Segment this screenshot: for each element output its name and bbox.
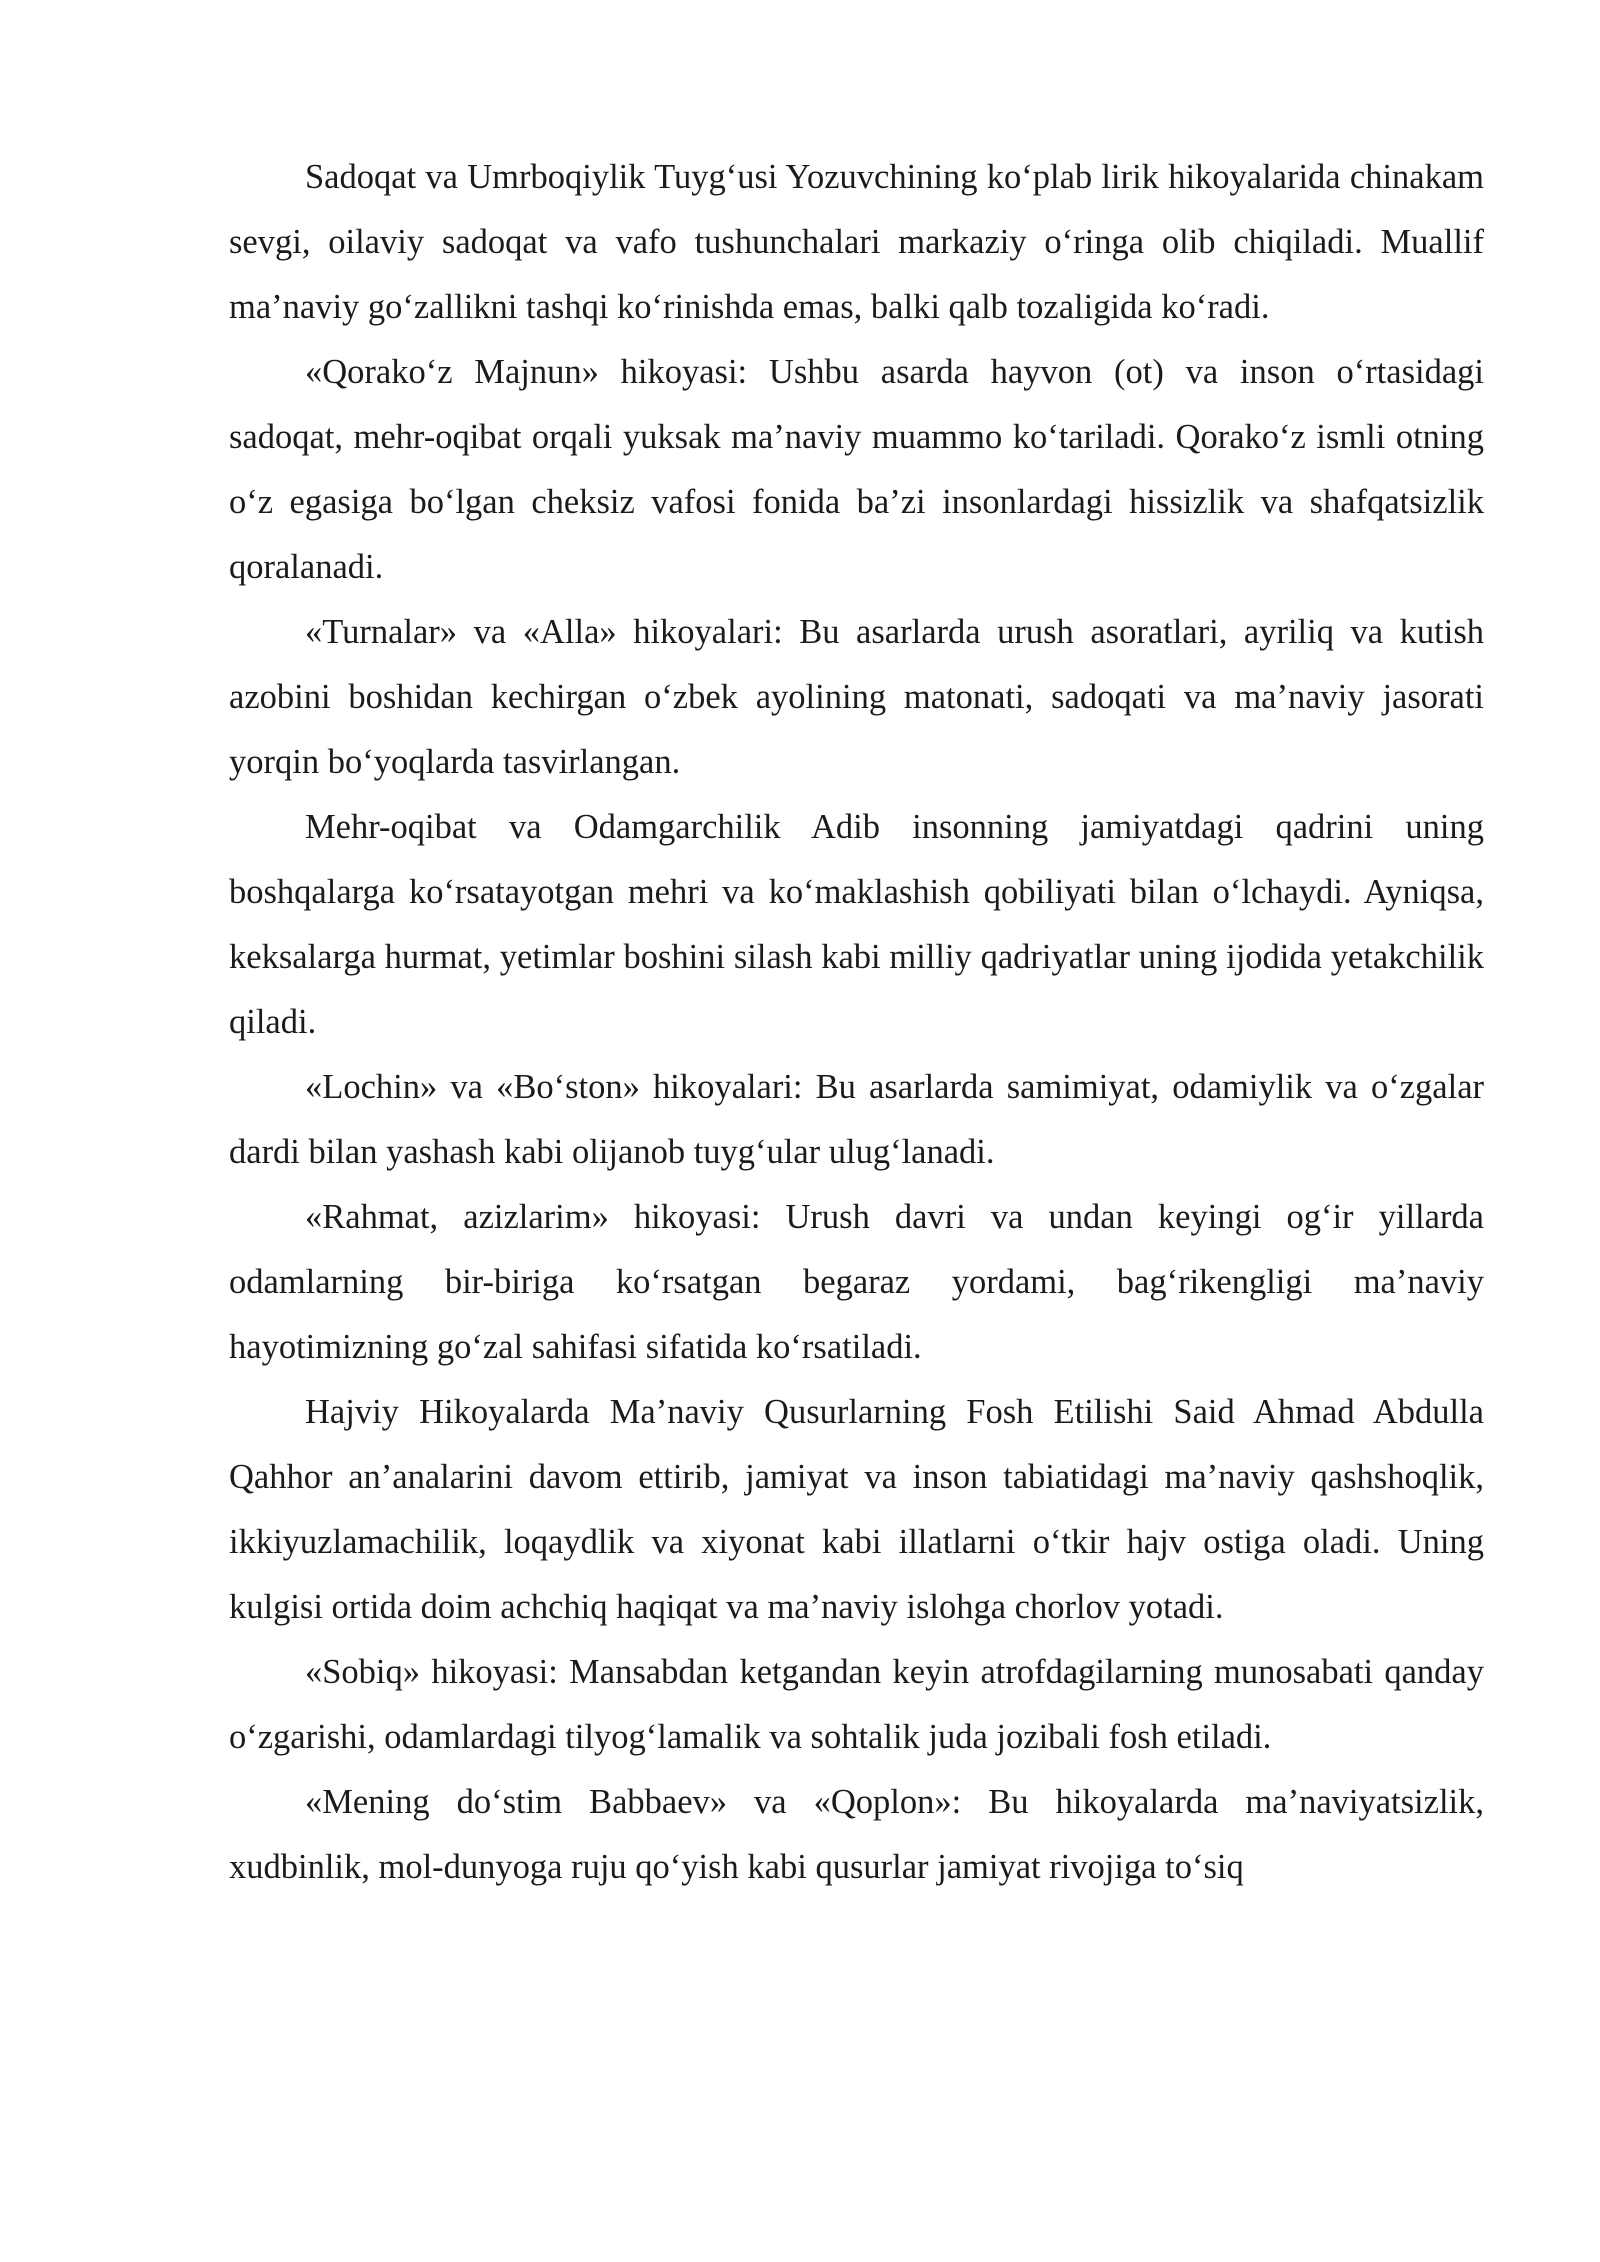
paragraph-sadoqat: Sadoqat va Umrboqiylik Tuyg‘usi Yozuvchining ko‘plab lirik hikoyalarida chinakam sevgi, oilaviy sadoqat va vafo tushunchalari markaziy o‘ringa olib chiqiladi. Muallif ma’naviy go‘zallikni tashqi ko‘rinishda emas, balki qalb tozaligida ko‘radi. — [229, 158, 1484, 326]
paragraph-rahmat-azizlarim: «Rahmat, azizlarim» hikoyasi: Urush davri va undan keyingi og‘ir yillarda odamlarning bir-biriga ko‘rsatgan begaraz yordami, bag‘rikengligi ma’naviy hayotimizning go‘zal sahifasi sifatida ko‘rsatiladi. — [229, 1198, 1484, 1366]
paragraph-mening-dostim: «Mening do‘stim Babbaev» va «Qoplon»: Bu hikoyalarda ma’naviyatsizlik, xudbinlik, mol-dunyoga ruju qo‘yish kabi qusurlar jamiyat rivojiga to‘siq — [229, 1783, 1484, 1886]
document-body — [229, 145, 1484, 1900]
paragraph-qorakoz-majnun: «Qorako‘z Majnun» hikoyasi: Ushbu asarda hayvon (ot) va inson o‘rtasidagi sadoqat, mehr-oqibat orqali yuksak ma’naviy muammo ko‘tariladi. Qorako‘z ismli otning o‘z egasiga bo‘lgan cheksiz vafosi fonida ba’zi insonlardagi hissizlik va shafqatsizlik qoralanadi. — [229, 353, 1484, 586]
paragraph-lochin-boston: «Lochin» va «Bo‘ston» hikoyalari: Bu asarlarda samimiyat, odamiylik va o‘zgalar dardi bilan yashash kabi olijanob tuyg‘ular ulug‘lanadi. — [229, 1068, 1484, 1171]
paragraph-turnalar-alla: «Turnalar» va «Alla» hikoyalari: Bu asarlarda urush asoratlari, ayriliq va kutish azobini boshidan kechirgan o‘zbek ayolining matonati, sadoqati va ma’naviy jasorati yorqin bo‘yoqlarda tasvirlangan. — [229, 613, 1484, 781]
paragraph-hajviy-hikoyalar: Hajviy Hikoyalarda Ma’naviy Qusurlarning Fosh Etilishi Said Ahmad Abdulla Qahhor an’analarini davom ettirib, jamiyat va inson tabiatidagi ma’naviy qashshoqlik, ikkiyuzlamachilik, loqaydlik va xiyonat kabi illatlarni o‘tkir hajv ostiga oladi. Uning kulgisi ortida doim achchiq haqiqat va ma’naviy islohga chorlov yotadi. — [229, 1393, 1484, 1626]
paragraph-sobiq: «Sobiq» hikoyasi: Mansabdan ketgandan keyin atrofdagilarning munosabati qanday o‘zgarishi, odamlardagi tilyog‘lamalik va sohtalik juda jozibali fosh etiladi. — [229, 1653, 1484, 1756]
paragraph-mehr-oqibat: Mehr-oqibat va Odamgarchilik Adib insonning jamiyatdagi qadrini uning boshqalarga ko‘rsatayotgan mehri va ko‘maklashish qobiliyati bilan o‘lchaydi. Ayniqsa, keksalarga hurmat, yetimlar boshini silash kabi milliy qadriyatlar uning ijodida yetakchilik qiladi. — [229, 808, 1484, 1041]
